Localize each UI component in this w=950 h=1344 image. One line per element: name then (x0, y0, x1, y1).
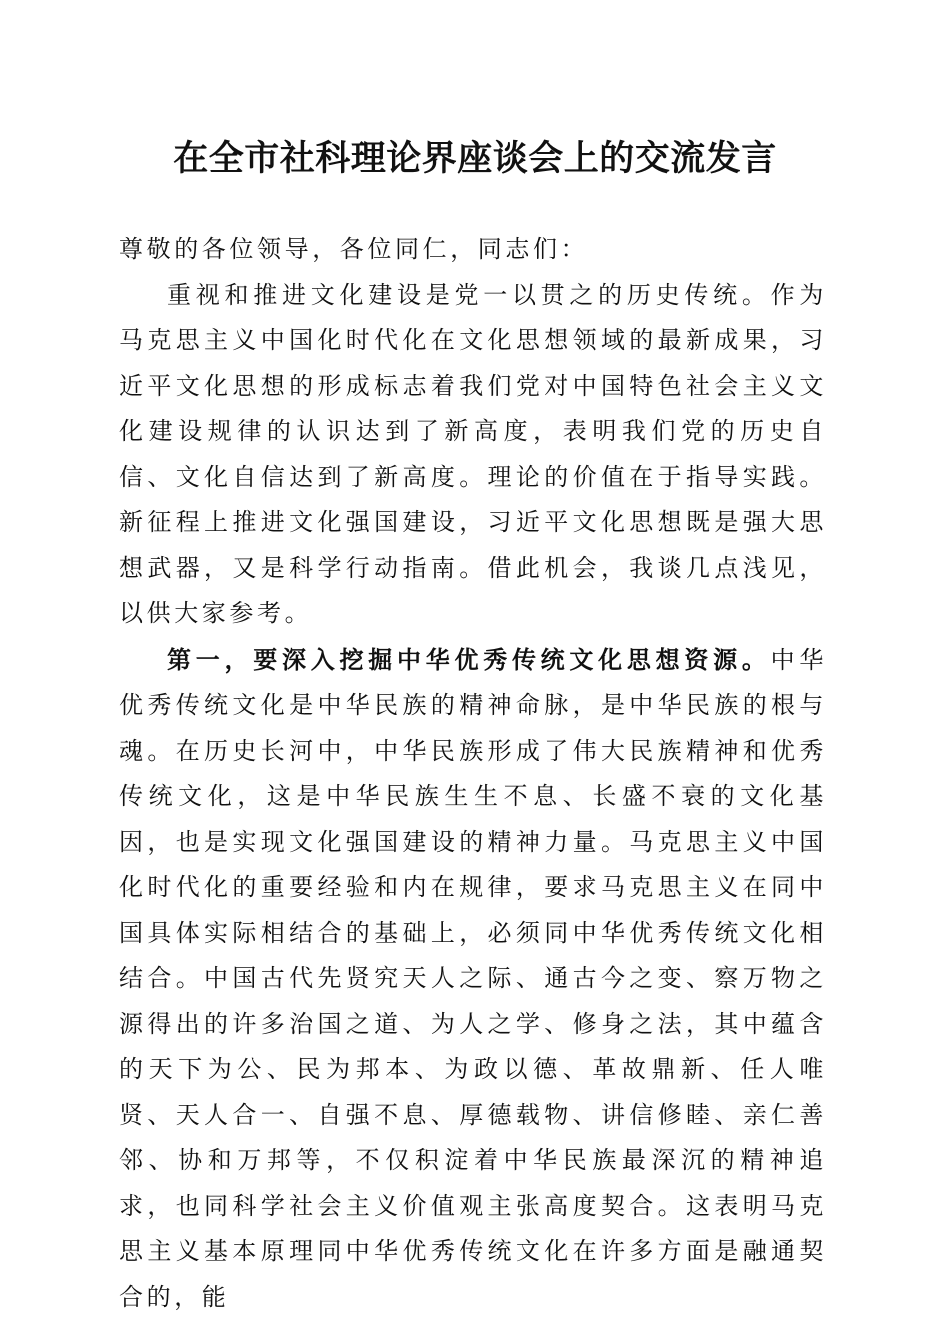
paragraph-first-point-lead: 第一，要深入挖掘中华优秀传统文化思想资源。 (167, 644, 771, 674)
document-title: 在全市社科理论界座谈会上的交流发言 (173, 138, 777, 179)
paragraph-intro-text: 重视和推进文化建设是党一以贯之的历史传统。作为马克思主义中国化时代化在文化思想领域的最新成果，习近平文化思想的形成标志着我们党对中国特色社会主义文化建设规律的认识达到了新高度，表明我们党的历史自信、文化自信达到了新高度。理论的价值在于指导实践。新征程上推进文化强国建设，习近平文化思想既是强大思想武器，又是科学行动指南。借此机会，我谈几点浅见，以供大家参考。 (119, 280, 827, 627)
paragraph-intro (119, 273, 827, 637)
paragraph-first-point (119, 637, 827, 1321)
salutation: 尊敬的各位领导，各位同仁，同志们： (119, 235, 589, 263)
paragraph-first-point-text: 中华优秀传统文化是中华民族的精神命脉，是中华民族的根与魂。在历史长河中，中华民族形成了伟大民族精神和优秀传统文化，这是中华民族生生不息、长盛不衰的文化基因，也是实现文化强国建设的精神力量。马克思主义中国化时代化的重要经验和内在规律，要求马克思主义在同中国具体实际相结合的基础上，必须同中华优秀传统文化相结合。中国古代先贤究天人之际、通古今之变、察万物之源得出的许多治国之道、为人之学、修身之法，其中蕴含的天下为公、民为邦本、为政以德、革故鼎新、任人唯贤、天人合一、自强不息、厚德载物、讲信修睦、亲仁善邻、协和万邦等，不仅积淀着中华民族最深沉的精神追求，也同科学社会主义价值观主张高度契合。这表明马克思主义基本原理同中华优秀传统文化在许多方面是融通契合的，能 (119, 645, 828, 1311)
document-body (119, 227, 827, 1320)
